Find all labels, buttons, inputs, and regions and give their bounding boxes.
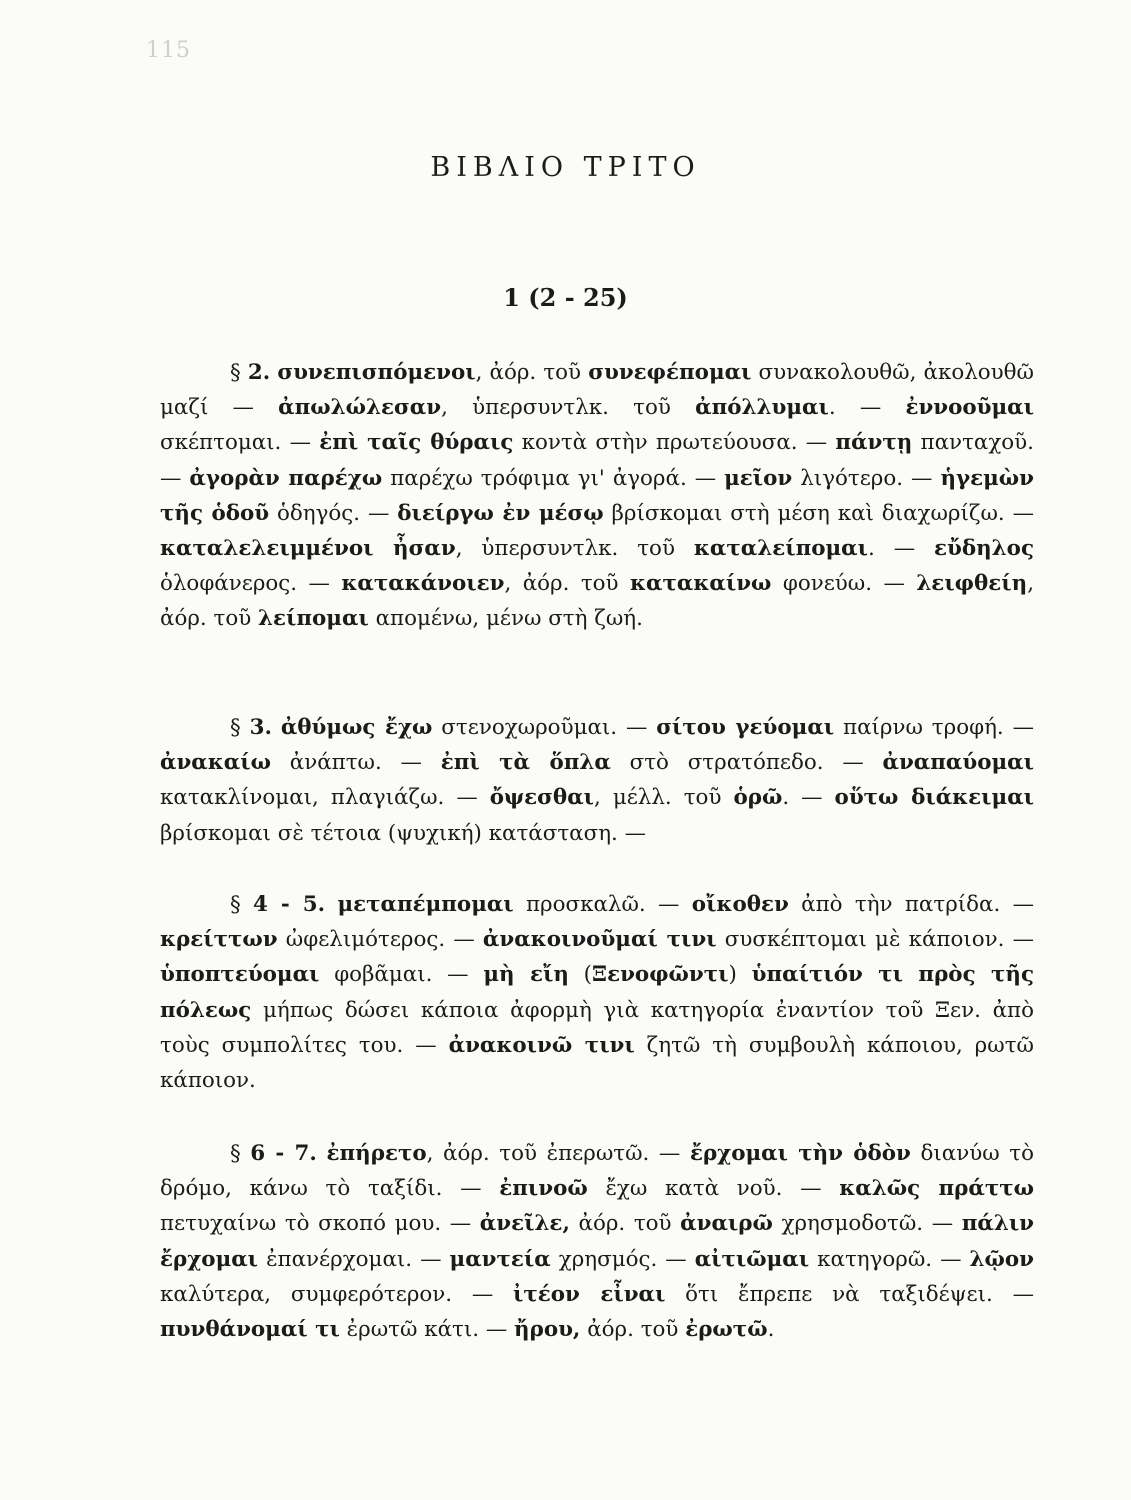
lemma: ἤρου, bbox=[514, 1317, 581, 1343]
gloss-text: , ὑπερσυντλκ. τοῦ bbox=[441, 395, 696, 421]
gloss-text: παρέχω τρόφιμα γι' ἀγορά. — bbox=[382, 465, 725, 491]
gloss-text: πανταχοῦ. — bbox=[160, 430, 1034, 491]
gloss-text: πετυχαίνω τὸ σκοπό μου. — bbox=[160, 1211, 480, 1237]
gloss-text: φοβᾶμαι. — bbox=[319, 962, 484, 988]
lemma: συνεπισπόμενοι bbox=[277, 360, 476, 385]
lemma: ὑποπτεύομαι bbox=[160, 962, 320, 988]
lemma: ἀνακοινοῦμαί τινι bbox=[482, 927, 717, 953]
lemma: ἐπήρετο bbox=[326, 1141, 427, 1166]
lemma: ἀναπαύομαι bbox=[882, 750, 1034, 776]
gloss-text: απομένω, μένω στὴ ζωή. bbox=[368, 606, 643, 632]
gloss-text: ( bbox=[568, 962, 593, 988]
gloss-text: σκέπτομαι. — bbox=[160, 430, 320, 456]
lemma: οὕτω διάκειμαι bbox=[834, 785, 1035, 811]
gloss-text bbox=[325, 892, 337, 917]
gloss-text: , ἀόρ. τοῦ bbox=[160, 571, 1035, 632]
lemma: καλῶς πράττω bbox=[839, 1176, 1034, 1202]
lemma: κρείττων bbox=[160, 927, 278, 953]
gloss-text: § bbox=[230, 360, 248, 385]
gloss-text: , μέλλ. τοῦ bbox=[594, 785, 734, 811]
lemma: καταλελειμμένοι ἦσαν bbox=[160, 536, 456, 562]
gloss-text: ὠφελιμότερος. — bbox=[277, 927, 483, 953]
section-6-7 bbox=[160, 1136, 1034, 1347]
gloss-text: . bbox=[767, 1317, 775, 1343]
gloss-text: ζητῶ τὴ συμβουλὴ κάποιου, ρωτῶ κάποιον. bbox=[160, 1032, 1034, 1094]
gloss-text: , ἀόρ. τοῦ bbox=[475, 360, 589, 385]
gloss-text bbox=[317, 1141, 327, 1166]
gloss-text: κοντὰ στὴν πρωτεύουσα. — bbox=[513, 430, 836, 456]
lemma: πάντῃ bbox=[835, 430, 913, 456]
gloss-text: ἀνάπτω. — bbox=[270, 750, 441, 776]
lemma: ὁρῶ bbox=[733, 785, 783, 811]
lemma: μαντεία bbox=[449, 1246, 551, 1272]
gloss-text: § bbox=[230, 892, 254, 917]
lemma: λειφθείη bbox=[916, 571, 1028, 597]
gloss-text: , ἀόρ. τοῦ ἐπερωτῶ. — bbox=[426, 1141, 690, 1166]
lemma: κατακάνοιεν bbox=[341, 571, 505, 597]
gloss-text: παίρνω τροφή. — bbox=[834, 715, 1034, 740]
section-4-5 bbox=[160, 887, 1034, 1098]
gloss-text: συσκέπτομαι μὲ κάποιον. — bbox=[716, 927, 1035, 953]
gloss-text: ἐπανέρχομαι. — bbox=[258, 1246, 450, 1272]
lemma: μεταπέμπομαι bbox=[337, 892, 514, 917]
gloss-text: , ἀόρ. τοῦ bbox=[504, 571, 631, 597]
gloss-text: χρησμοδοτῶ. — bbox=[772, 1211, 962, 1237]
lemma: 3. bbox=[249, 715, 272, 740]
lemma: ἀθύμως ἔχω bbox=[280, 715, 433, 740]
gloss-text bbox=[272, 715, 281, 740]
gloss-text: στενοχωροῦμαι. — bbox=[432, 715, 657, 740]
gloss-text: διανύω τὸ δρόμο, κάνω τὸ ταξίδι. — bbox=[160, 1141, 1034, 1202]
gloss-text: χρησμός. — bbox=[550, 1246, 695, 1272]
section-3 bbox=[160, 710, 1034, 851]
gloss-text: ὁλοφάνερος. — bbox=[160, 571, 342, 597]
chapter-heading bbox=[0, 283, 1131, 312]
gloss-text: , ὑπερσυντλκ. τοῦ bbox=[455, 536, 694, 562]
lemma: ἀπωλώλεσαν bbox=[278, 395, 442, 421]
lemma: ἀγορὰν παρέχω bbox=[189, 465, 383, 491]
lemma: διείργω ἐν μέσῳ bbox=[397, 500, 604, 526]
lemma: ἡγεμὼν τῆς ὁδοῦ bbox=[160, 465, 1034, 526]
lemma: πυνθάνομαί τι bbox=[160, 1317, 340, 1343]
gloss-text: ὅτι ἔπρεπε νὰ ταξιδέψει. — bbox=[665, 1281, 1034, 1307]
lemma: ὑπαίτιόν τι πρὸς τῆς πόλεως bbox=[160, 962, 1034, 1023]
lemma: οἴκοθεν bbox=[691, 892, 789, 917]
gloss-text: καλύτερα, συμφερότερον. — bbox=[160, 1281, 514, 1307]
gloss-text: συνακολουθῶ, ἀκολουθῶ μαζί — bbox=[160, 360, 1034, 421]
gloss-text: λιγότερο. — bbox=[792, 465, 941, 491]
section-2 bbox=[160, 355, 1034, 637]
gloss-text: ἔχω κατὰ νοῦ. — bbox=[587, 1176, 840, 1202]
gloss-text: ) bbox=[728, 962, 752, 988]
gloss-text: κατακλίνομαι, πλαγιάζω. — bbox=[160, 785, 490, 811]
gloss-text: ἀόρ. τοῦ bbox=[569, 1211, 681, 1237]
lemma: σίτου γεύομαι bbox=[656, 715, 835, 740]
lemma: ἰτέον εἶναι bbox=[513, 1281, 666, 1307]
lemma: ἐννοοῦμαι bbox=[905, 395, 1034, 421]
lemma: 6 - 7. bbox=[250, 1141, 317, 1166]
lemma: μὴ εἴη bbox=[483, 962, 569, 988]
lemma: εὔδηλος bbox=[934, 536, 1034, 562]
lemma: 4 - 5. bbox=[253, 892, 326, 917]
lemma: ὄψεσθαι bbox=[489, 785, 595, 811]
lemma: ἐπὶ τὰ ὅπλα bbox=[440, 750, 611, 776]
lemma: ἀνακοινῶ τινι bbox=[448, 1032, 635, 1058]
gloss-text: § bbox=[230, 715, 250, 740]
lemma: λῷον bbox=[969, 1246, 1035, 1272]
lemma: λείπομαι bbox=[258, 606, 369, 632]
gloss-text: προσκαλῶ. — bbox=[513, 892, 692, 917]
gloss-text: μήπως δώσει κάποια ἀφορμὴ γιὰ κατηγορία ἐναντίον τοῦ Ξεν. ἀπὸ τοὺς συμπολίτες του. — bbox=[160, 997, 1034, 1058]
gloss-text: ἀπὸ τὴν πατρίδα. — bbox=[788, 892, 1034, 917]
lemma: ἀνακαίω bbox=[160, 750, 271, 776]
gloss-text: § bbox=[230, 1141, 251, 1166]
lemma: αἰτιῶμαι bbox=[694, 1246, 810, 1272]
lemma: καταλείπομαι bbox=[693, 536, 868, 562]
lemma: μεῖον bbox=[724, 465, 793, 491]
book-title: ΒΙΒΛΙΟ ΤΡΙΤΟ bbox=[430, 152, 701, 183]
lemma: ἐπινοῶ bbox=[499, 1176, 588, 1202]
lemma: κατακαίνω bbox=[630, 571, 772, 597]
lemma: 2. bbox=[247, 360, 271, 385]
gloss-text: . — bbox=[828, 395, 906, 421]
lemma: πάλιν ἔρχομαι bbox=[160, 1211, 1035, 1272]
gloss-text: . — bbox=[782, 785, 835, 811]
lemma: ἐπὶ ταῖς θύραις bbox=[319, 430, 514, 456]
lemma: ἐρωτῶ bbox=[685, 1317, 768, 1343]
lemma: Ξενοφῶντι bbox=[592, 962, 729, 988]
gloss-text: . — bbox=[867, 536, 935, 562]
lemma: ἀναιρῶ bbox=[680, 1211, 773, 1237]
gloss-text: φονεύω. — bbox=[771, 571, 917, 597]
chapter-range: (2 - 25) bbox=[528, 283, 628, 312]
lemma: ἀπόλλυμαι bbox=[695, 395, 829, 421]
gloss-text: βρίσκομαι σὲ τέτοια (ψυχική) κατάσταση. — bbox=[160, 820, 647, 846]
gloss-text: ὁδηγός. — bbox=[269, 500, 398, 526]
lemma: συνεφέπομαι bbox=[588, 360, 752, 385]
gloss-text: στὸ στρατόπεδο. — bbox=[610, 750, 883, 776]
gloss-text: ἐρωτῶ κάτι. — bbox=[339, 1317, 515, 1343]
gloss-text: ἀόρ. τοῦ bbox=[580, 1317, 686, 1343]
gloss-text: κατηγορῶ. — bbox=[809, 1246, 970, 1272]
lemma: ἔρχομαι τὴν ὁδὸν bbox=[689, 1141, 911, 1166]
gloss-text: βρίσκομαι στὴ μέση καὶ διαχωρίζω. — bbox=[603, 500, 1034, 526]
lemma: ἀνεῖλε, bbox=[479, 1211, 570, 1237]
chapter-number: 1 bbox=[503, 283, 520, 312]
page-number: 115 bbox=[146, 38, 191, 63]
